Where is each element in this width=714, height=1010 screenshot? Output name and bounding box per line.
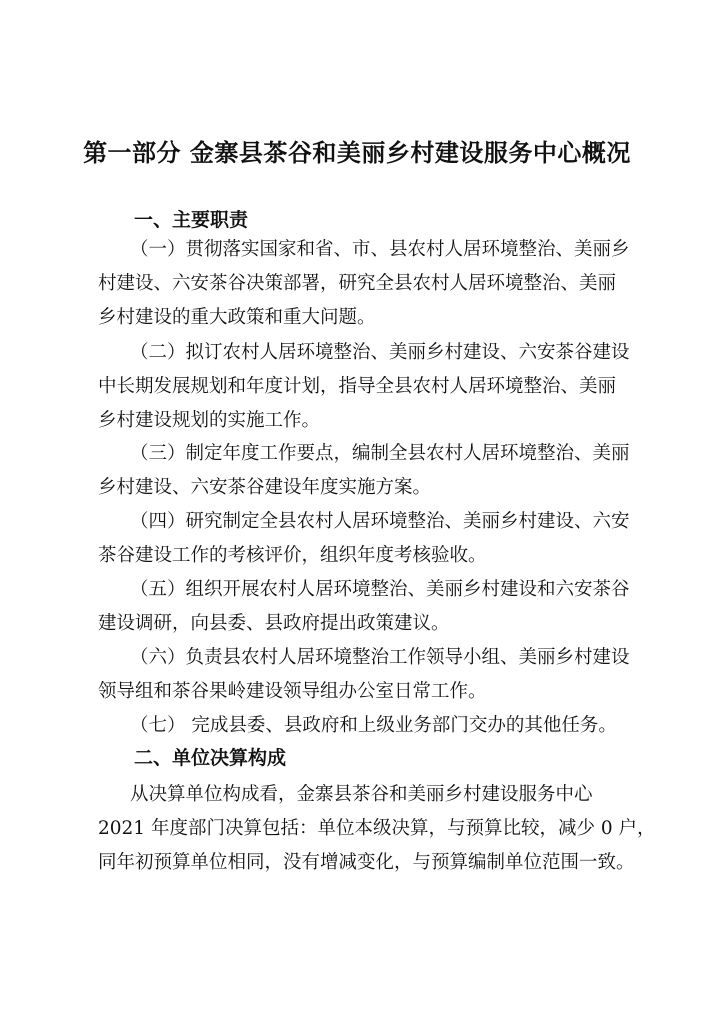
text-line: 领导组和茶谷果岭建设领导组办公室日常工作。 xyxy=(98,681,487,702)
section-heading-duties: 一、主要职责 xyxy=(134,209,249,231)
duty-item-3 xyxy=(98,437,630,505)
text-line: （四）研究制定全县农村人居环境整治、美丽乡村建设、六安 xyxy=(130,511,630,532)
text-line: （二）拟订农村人居环境整治、美丽乡村建设、六安茶谷建设 xyxy=(130,342,630,363)
duty-item-2 xyxy=(98,336,630,438)
duty-item-6 xyxy=(98,641,630,709)
text-line: （七） 完成县委、县政府和上级业务部门交办的其他任务。 xyxy=(130,715,617,736)
text-line: 村建设、六安茶谷决策部署，研究全县农村人居环境整治、美丽 xyxy=(98,273,617,294)
text-line: 中长期发展规划和年度计划，指导全县农村人居环境整治、美丽 xyxy=(98,376,617,397)
text-line: 2021 年度部门决算包括：单位本级决算，与预算比较，减少 0 户， xyxy=(98,818,656,839)
text-line: 乡村建设的重大政策和重大问题。 xyxy=(98,307,376,328)
duty-item-5 xyxy=(98,573,630,641)
units-paragraph xyxy=(98,778,656,880)
section-heading-units: 二、单位决算构成 xyxy=(134,747,287,769)
text-line: （三）制定年度工作要点，编制全县农村人居环境整治、美丽 xyxy=(130,443,630,464)
text-line: 从决算单位构成看，金寨县茶谷和美丽乡村建设服务中心 xyxy=(130,784,593,805)
duty-item-1 xyxy=(98,233,630,335)
text-line: 建设调研，向县委、县政府提出政策建议。 xyxy=(98,613,450,634)
text-line: （六）负责县农村人居环境整治工作领导小组、美丽乡村建设 xyxy=(130,647,630,668)
duty-item-7 xyxy=(98,709,626,743)
text-line: （五）组织开展农村人居环境整治、美丽乡村建设和六安茶谷 xyxy=(130,579,630,600)
text-line: 同年初预算单位相同，没有增减变化，与预算编制单位范围一致。 xyxy=(98,852,635,873)
text-line: 乡村建设规划的实施工作。 xyxy=(98,410,321,431)
duty-item-4 xyxy=(98,505,630,573)
text-line: 乡村建设、六安茶谷建设年度实施方案。 xyxy=(98,477,432,498)
page-title: 第一部分 金寨县茶谷和美丽乡村建设服务中心概况 xyxy=(83,139,631,167)
text-line: 茶谷建设工作的考核评价，组织年度考核验收。 xyxy=(98,545,487,566)
text-line: （一）贯彻落实国家和省、市、县农村人居环境整治、美丽乡 xyxy=(130,239,630,260)
